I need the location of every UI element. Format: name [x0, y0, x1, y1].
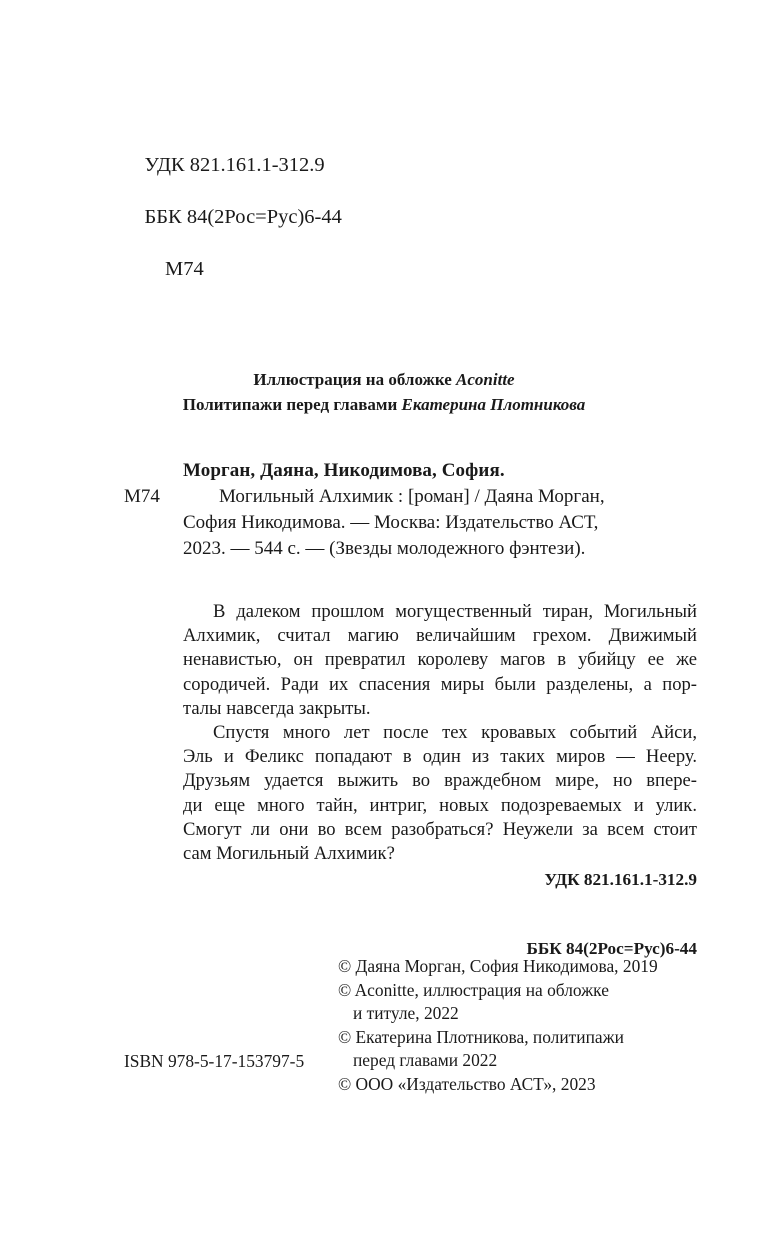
- annotation-paragraph-1: [183, 600, 697, 721]
- annotation-line: ненавистью, он превратил королеву магов в убийцу ее же: [183, 649, 697, 671]
- udk-code-bottom: УДК 821.161.1-312.9: [544, 870, 697, 889]
- cover-credits-block: [0, 368, 768, 417]
- annotation-line: ди еще много тайн, интриг, новых подозреваемых и улик.: [183, 794, 697, 816]
- annotation-line: Эль и Феликс попадают в один из таких миров — Нееру.: [183, 746, 697, 768]
- cover-illustration-label: Иллюстрация на обложке: [253, 370, 457, 389]
- cover-illustration-credit: [0, 368, 768, 393]
- annotation-line: Смогут ли они во всем разобраться? Неужели за всем стоит: [183, 818, 697, 840]
- chapter-vignettes-label: Политипажи перед главами: [182, 394, 402, 414]
- record-authors: Морган, Даяна, Никодимова, София.: [183, 460, 505, 481]
- record-line: София Никодимова. — Москва: Издательство АСТ,: [183, 512, 599, 533]
- annotation-line: Спустя много лет после тех кровавых событий Айси,: [213, 722, 697, 744]
- record-description: [124, 484, 699, 562]
- udk-code-top: УДК 821.161.1-312.9: [144, 154, 325, 176]
- annotation-line: Друзьям удается выжить во враждебном мире, но впере-: [183, 770, 697, 792]
- copyright-line: © Даяна Морган, София Никодимова, 2019: [338, 956, 658, 976]
- annotation-line: сородичей. Ради их спасения миры были разделены, а пор-: [183, 673, 697, 695]
- copyright-line-continuation: перед главами 2022: [353, 1050, 498, 1071]
- annotation-line: талы навсегда закрыты.: [183, 697, 371, 719]
- cover-illustrator-name: Aconitte: [456, 370, 515, 389]
- annotation-line: сам Могильный Алхимик?: [183, 843, 395, 865]
- copyright-line: © Екатерина Плотникова, политипажи: [338, 1026, 624, 1047]
- annotation-line: В далеком прошлом могущественный тиран, Могильный: [213, 601, 697, 622]
- shelf-mark-record: М74: [124, 486, 160, 507]
- chapter-vignettes-artist-name: Екатерина Плотникова: [401, 394, 586, 414]
- copyright-line: © Aconitte, иллюстрация на обложке: [338, 979, 609, 1000]
- copyright-line-continuation: и титуле, 2022: [353, 1003, 459, 1024]
- bibliographic-record: [124, 458, 699, 562]
- annotation-line: Алхимик, считал магию величайшим грехом. Движимый: [183, 625, 697, 647]
- copyright-block: [338, 955, 718, 1097]
- chapter-vignettes-credit: [0, 393, 768, 418]
- classification-block-top: [124, 126, 342, 334]
- record-line: Могильный Алхимик : [роман] / Даяна Морган,: [219, 486, 605, 507]
- record-line: 2023. — 544 с. — (Звезды молодежного фэнтези).: [183, 538, 586, 559]
- copyright-line: © ООО «Издательство АСТ», 2023: [338, 1073, 596, 1094]
- shelf-mark-top: М74: [165, 258, 204, 280]
- bbk-code-top: ББК 84(2Рос=Рус)6-44: [144, 206, 342, 228]
- bbk-code-bottom: ББК 84(2Рос=Рус)6-44: [526, 939, 697, 958]
- isbn-value: ISBN 978-5-17-153797-5: [124, 1051, 305, 1071]
